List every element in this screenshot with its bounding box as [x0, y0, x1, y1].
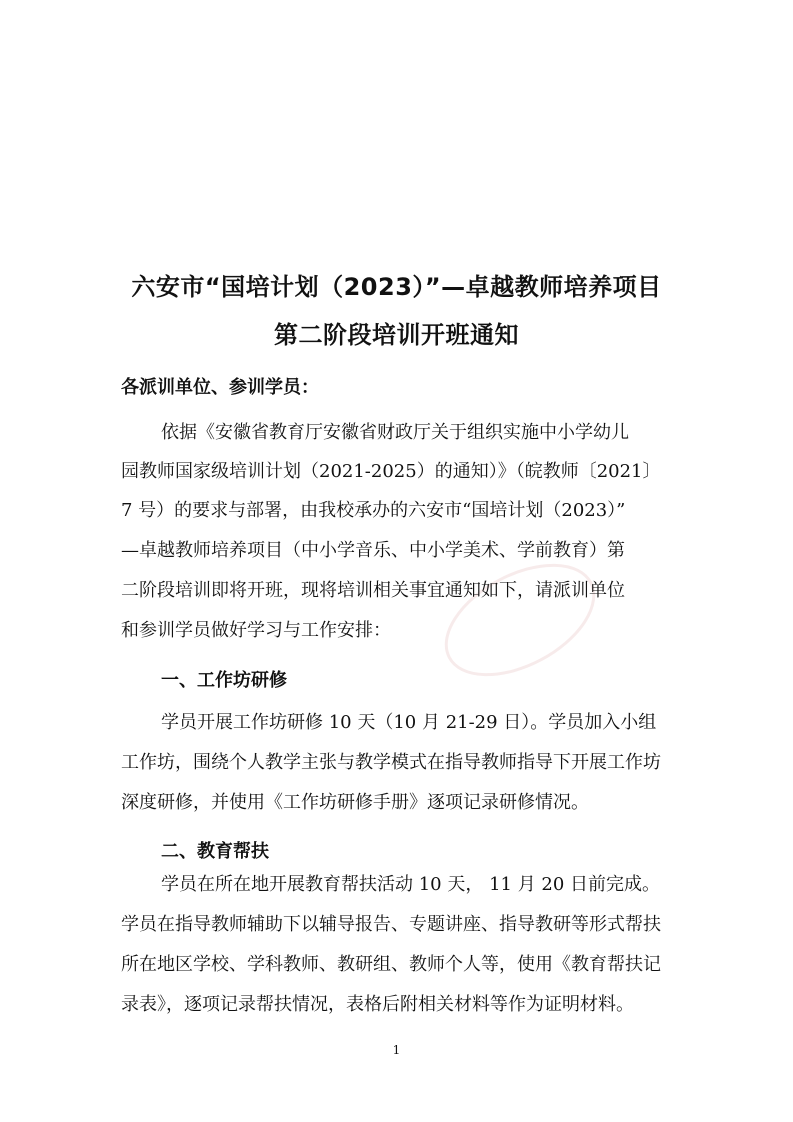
section-1-line-1: 学员开展工作坊研修 10 天（10 月 21-29 日）。学员加入小组	[161, 712, 657, 733]
page-number: 1	[392, 1043, 401, 1057]
title-line-2: 第二阶段培训开班通知	[274, 321, 519, 349]
intro-line-2: 园教师国家级培训计划（2021-2025）的通知）》（皖教师〔2021〕	[121, 461, 661, 482]
section-2-heading: 二、教育帮扶	[161, 841, 269, 862]
intro-line-3: 7 号）的要求与部署，由我校承办的六安市“国培计划（2023）”	[121, 500, 626, 521]
section-1-line-3: 深度研修，并使用《工作坊研修手册》逐项记录研修情况。	[121, 792, 589, 813]
section-1-heading: 一、工作坊研修	[161, 670, 287, 691]
intro-line-4: —卓越教师培养项目（中小学音乐、中小学美术、学前教育）第	[121, 540, 625, 561]
section-2-line-4: 录表》，逐项记录帮扶情况，表格后附相关材料等作为证明材料。	[121, 994, 634, 1015]
section-2-line-1: 学员在所在地开展教育帮扶活动 10 天， 11 月 20 日前完成。	[161, 874, 661, 895]
section-1-line-2: 工作坊，围绕个人教学主张与教学模式在指导教师指导下开展工作坊	[121, 752, 661, 773]
intro-line-6: 和参训学员做好学习与工作安排：	[121, 620, 391, 641]
title-line-1: 六安市“国培计划（2023）”—卓越教师培养项目	[131, 273, 662, 301]
intro-line-1: 依据《安徽省教育厅安徽省财政厅关于组织实施中小学幼儿	[161, 422, 629, 443]
intro-line-5: 二阶段培训即将开班，现将培训相关事宜通知如下，请派训单位	[121, 580, 625, 601]
salutation: 各派训单位、参训学员：	[121, 377, 319, 398]
section-2-line-2: 学员在指导教师辅助下以辅导报告、专题讲座、指导教研等形式帮扶	[121, 914, 661, 935]
section-2-line-3: 所在地区学校、学科教师、教研组、教师个人等，使用《教育帮扶记	[121, 954, 661, 975]
